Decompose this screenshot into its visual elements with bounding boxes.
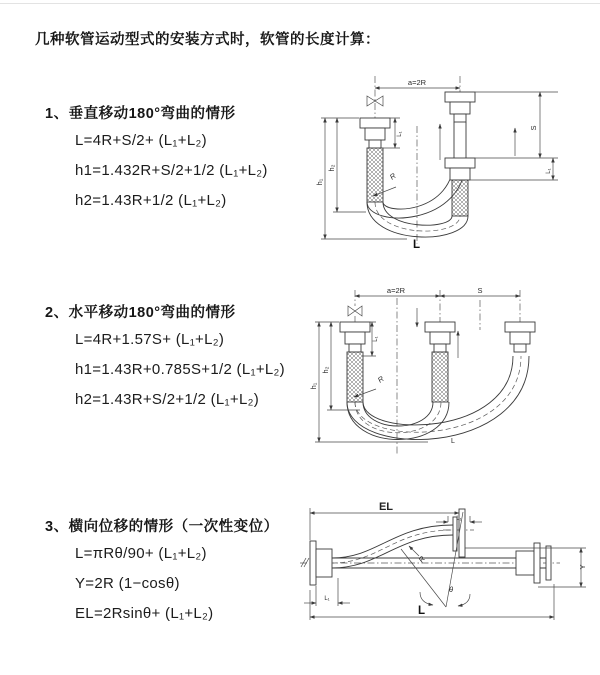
page-title: 几种软管运动型式的安装方式时，软管的长度计算： — [35, 32, 380, 48]
page-top-rule — [0, 3, 600, 4]
dim-label-s: S — [477, 286, 483, 295]
section-1-formula-h1: h1=1.432R+S/2+1/2 (L₁+L₂) — [75, 162, 268, 179]
section-3-heading: 3、横向位移的情形（一次性变位） — [45, 519, 279, 535]
right-pipe-fitting-upper — [445, 92, 475, 122]
dim-label-r: R — [375, 374, 386, 385]
angle-arrow-icon — [458, 594, 470, 606]
dim-label-a2r: a=2R — [407, 78, 427, 87]
braided-hose-section — [432, 352, 448, 402]
centerline-break-icon — [301, 558, 309, 567]
dim-label-h2: h₂ — [321, 366, 330, 374]
diagram-vertical-180-bend — [312, 68, 584, 254]
radius-leader-arrow — [409, 546, 419, 556]
section-3-formula-L: L=πRθ/90+ (L₁+L₂) — [75, 545, 207, 562]
dim-label-l: L — [418, 605, 426, 617]
dim-label-r: R — [416, 554, 428, 565]
dim-label-l: L — [413, 239, 421, 251]
braided-hose-section — [367, 148, 383, 202]
section-2-formula-h1: h1=1.43R+0.785S+1/2 (L₁+L₂) — [75, 361, 285, 378]
dim-label-el: EL — [378, 501, 394, 513]
dim-label-h1: h₁ — [315, 178, 324, 186]
left-pipe-fitting — [360, 118, 390, 202]
section-2-heading: 2、水平移动180°弯曲的情形 — [45, 305, 236, 321]
valve-icon — [348, 306, 362, 316]
dim-label-l1: L₁ — [373, 336, 379, 342]
dim-label-l1-right: L₁ — [546, 168, 552, 174]
diagram-lateral-displacement — [298, 500, 598, 630]
right-pipe-fitting-lower — [445, 158, 475, 216]
dim-label-l1-left: L₁ — [324, 596, 330, 602]
section-vertical-bend — [45, 102, 268, 222]
dim-label-l1-top: L₁ — [456, 516, 462, 522]
dim-label-y: Y — [578, 564, 587, 570]
hose-centerline-curve — [355, 402, 441, 433]
left-pipe-fitting — [340, 322, 370, 402]
hose-wall — [347, 402, 449, 440]
section-1-heading: 1、垂直移动180°弯曲的情形 — [45, 106, 236, 122]
section-lateral-displacement — [45, 515, 279, 635]
section-horizontal-bend — [45, 301, 285, 421]
section-3-formula-Y: Y=2R (1−cosθ) — [75, 575, 180, 592]
hose-wall — [363, 402, 433, 426]
dim-label-a2r: a=2R — [386, 286, 406, 295]
section-2-formula-L: L=4R+1.57S+ (L₁+L₂) — [75, 331, 225, 348]
left-flange — [310, 541, 332, 585]
dim-label-r: R — [387, 171, 398, 182]
dim-label-h2: h₂ — [327, 164, 336, 172]
right-pipe-fitting — [505, 322, 535, 352]
dim-label-s: S — [529, 125, 538, 131]
braided-hose-section — [452, 180, 468, 216]
hose-wall-upper-position — [383, 158, 454, 209]
dim-label-h1: h₁ — [309, 382, 318, 390]
dim-label-l: L — [451, 438, 455, 445]
section-1-formula-L: L=4R+S/2+ (L₁+L₂) — [75, 132, 207, 149]
middle-pipe-fitting — [425, 322, 455, 402]
section-2-formula-h2: h2=1.43R+S/2+1/2 (L₁+L₂) — [75, 391, 260, 408]
right-pipe-walls — [454, 122, 466, 158]
dim-label-l1: L₁ — [397, 131, 403, 137]
diagram-horizontal-180-bend — [308, 282, 600, 460]
section-3-formula-EL: EL=2Rsinθ+ (L₁+L₂) — [75, 605, 214, 622]
dim-label-theta: θ — [449, 585, 454, 594]
hose-wall — [332, 525, 453, 558]
section-1-formula-h2: h2=1.43R+1/2 (L₁+L₂) — [75, 192, 227, 209]
angle-arrow-icon — [420, 592, 433, 605]
right-lower-flange — [516, 543, 551, 583]
